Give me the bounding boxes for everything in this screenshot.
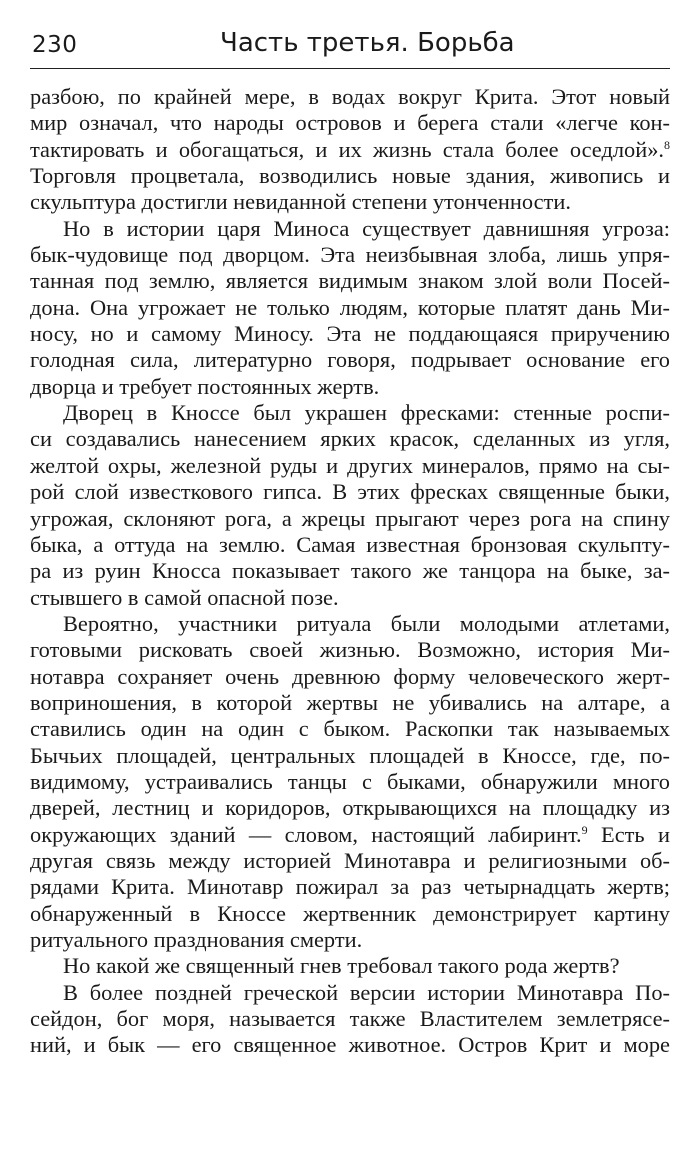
paragraph-1 bbox=[30, 84, 670, 216]
text-line: быка, а оттуда на землю. Самая известная бронзовая скульпту- bbox=[30, 531, 670, 557]
text-line: стывшего в самой опасной позе. bbox=[30, 584, 339, 610]
text-line: Бычьих площадей, центральных площадей в Кноссе, где, по- bbox=[30, 742, 670, 768]
text-line: В более поздней греческой версии истории Минотавра По- bbox=[63, 979, 670, 1005]
text-line: нотавра сохраняет очень древнюю форму человеческого жерт- bbox=[30, 663, 670, 689]
text-line: обнаруженный в Кноссе жертвенник демонстрирует картину bbox=[30, 900, 670, 926]
text-line: ставились один на один с быком. Раскопки так называемых bbox=[30, 716, 670, 742]
text-line: Но в истории царя Миноса существует давнишняя угроза: bbox=[63, 215, 670, 241]
text-line: ритуального празднования смерти. bbox=[30, 927, 363, 952]
text-line: рой слой известкового гипса. В этих фресках священные быки, bbox=[30, 479, 670, 505]
text-line: желтой охры, железной руды и других минералов, прямо на сы- bbox=[30, 452, 670, 478]
text-line: готовыми рисковать своей жизнью. Возможно, история Ми- bbox=[30, 637, 670, 663]
text-line: мир означал, что народы островов и берега стали «легче кон- bbox=[30, 110, 670, 136]
header-rule bbox=[30, 68, 670, 69]
text-line: воприношения, в которой жертвы не убивались на алтаре, а bbox=[30, 689, 670, 715]
text-line: дверей, лестниц и коридоров, открывающихся на площадку из bbox=[30, 795, 670, 821]
text-line: видимому, устраивались танцы с быками, обнаружили много bbox=[30, 768, 670, 794]
text-line-content: окружающих зданий — словом, настоящий лабиринт. bbox=[30, 821, 582, 847]
text-line: голодная сила, литературно говоря, подрывает основание его bbox=[30, 347, 670, 373]
text-line-content: тактировать и обогащаться, и их жизнь стала более оседлой». bbox=[30, 136, 664, 162]
paragraph-5 bbox=[30, 953, 670, 979]
text-line: танная под землю, является видимым знаком злой воли Посей- bbox=[30, 268, 670, 294]
text-line bbox=[30, 822, 670, 848]
text-line: Вероятно, участники ритуала были молодыми атлетами, bbox=[63, 610, 670, 636]
page-header bbox=[30, 22, 670, 66]
running-title: Часть третья. Борьба bbox=[220, 28, 515, 58]
footnote-ref-9: 9 bbox=[581, 822, 588, 837]
text-line: Дворец в Кноссе был украшен фресками: стенные роспи- bbox=[63, 400, 670, 426]
text-line bbox=[30, 137, 670, 163]
text-line: разбою, по крайней мере, в водах вокруг Крита. Этот новый bbox=[30, 84, 670, 109]
text-line: угрожая, склоняют рога, а жрецы прыгают через рога на спину bbox=[30, 505, 670, 531]
text-line: носу, но и самому Миносу. Эта не поддающаяся приручению bbox=[30, 321, 670, 347]
paragraph-2 bbox=[30, 216, 670, 400]
text-line-continuation: Есть и bbox=[587, 821, 670, 847]
footnote-ref-8: 8 bbox=[664, 137, 670, 152]
paragraph-6 bbox=[30, 980, 670, 1059]
paragraph-3 bbox=[30, 400, 670, 611]
text-line: ний, и бык — его священное животное. Остров Крит и море bbox=[30, 1032, 670, 1058]
body-text bbox=[30, 84, 670, 1059]
text-line: ра из руин Кносса показывает такого же танцора на быке, за- bbox=[30, 558, 670, 584]
text-line: дворца и требует постоянных жертв. bbox=[30, 373, 380, 399]
text-line: другая связь между историей Минотавра и религиозными об- bbox=[30, 847, 670, 873]
text-line: скульптура достигли невиданной степени утонченности. bbox=[30, 189, 571, 215]
text-line: Торговля процветала, возводились новые здания, живопись и bbox=[30, 163, 670, 189]
text-line: рядами Крита. Минотавр пожирал за раз четырнадцать жертв; bbox=[30, 874, 670, 900]
text-line: бык-чудовище под дворцом. Эта неизбывная злоба, лишь упря- bbox=[30, 242, 670, 268]
text-line: Но какой же священный гнев требовал такого рода жертв? bbox=[63, 953, 620, 979]
page-number: 230 bbox=[32, 32, 78, 58]
text-line: сейдон, бог моря, называется также Властителем землетрясе- bbox=[30, 1006, 670, 1032]
paragraph-4 bbox=[30, 611, 670, 953]
text-line: дона. Она угрожает не только людям, которые платят дань Ми- bbox=[30, 294, 670, 320]
text-line: си создавались нанесением ярких красок, сделанных из угля, bbox=[30, 426, 670, 452]
